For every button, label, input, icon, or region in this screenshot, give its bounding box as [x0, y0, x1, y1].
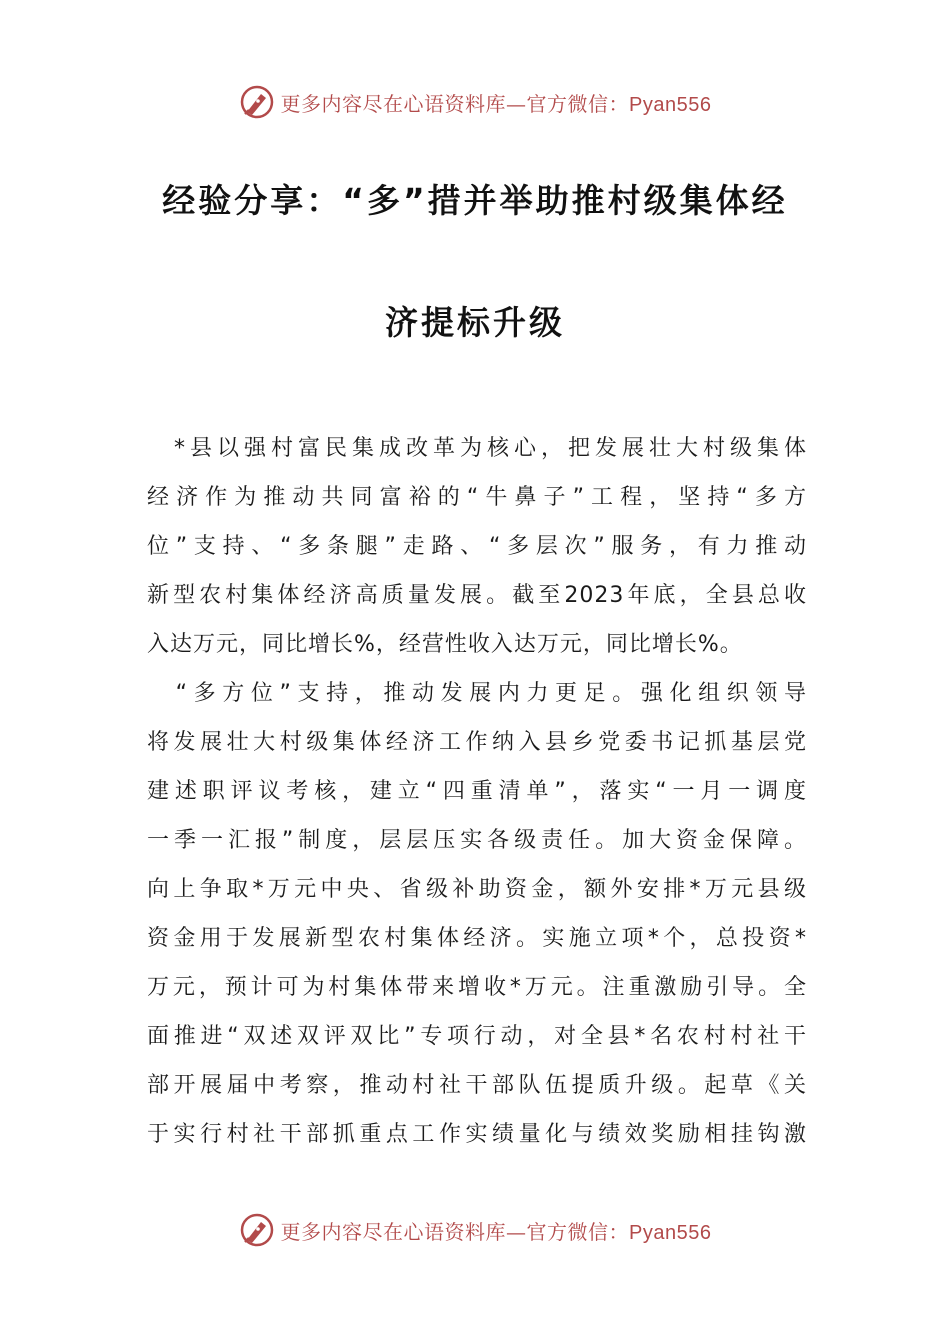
body-line: 将发展壮大村级集体经济工作纳入县乡党委书记抓基层党 [147, 730, 807, 755]
body-line: 资金用于发展新型农村集体经济。实施立项*个，总投资* [147, 926, 807, 951]
body-line: 部开展届中考察，推动村社干部队伍提质升级。起草《关 [147, 1073, 807, 1098]
body-line: 于实行村社干部抓重点工作实绩量化与绩效奖励相挂钩激 [147, 1122, 807, 1147]
body-line: 建述职评议考核，建立“四重清单”，落实“一月一调度 [147, 779, 807, 804]
document-title-line-1: 经验分享：“多”措并举助推村级集体经 [162, 181, 788, 220]
body-line: 万元，预计可为村集体带来增收*万元。注重激励引导。全 [147, 975, 807, 1000]
wechat-id: Pyan556 [629, 93, 712, 116]
pen-nib-logo-icon [239, 1212, 275, 1248]
footer-banner [0, 1208, 950, 1252]
body-line: 向上争取*万元中央、省级补助资金，额外安排*万元县级 [147, 877, 807, 902]
body-line: 面推进“双述双评双比”专项行动，对全县*名农村村社干 [147, 1024, 807, 1049]
banner-slogan: 更多内容尽在心语资料库—官方微信： [280, 91, 630, 116]
wechat-id: Pyan556 [629, 1221, 712, 1244]
body-line: 一季一汇报”制度，层层压实各级责任。加大资金保障。 [147, 828, 807, 853]
body-text [147, 424, 807, 1159]
body-line: *县以强村富民集成改革为核心，把发展壮大村级集体 [147, 436, 807, 461]
body-line: 新型农村集体经济高质量发展。截至2023年底，全县总收 [147, 583, 807, 608]
banner-slogan: 更多内容尽在心语资料库—官方微信： [280, 1219, 630, 1244]
banner-text [281, 88, 712, 117]
body-line: 入达万元，同比增长%，经营性收入达万元，同比增长%。 [147, 632, 743, 657]
body-line: “多方位”支持，推动发展内力更足。强化组织领导 [147, 681, 807, 706]
body-line: 经济作为推动共同富裕的“牛鼻子”工程，坚持“多方 [147, 485, 807, 510]
document-title-line-2: 济提标升级 [385, 303, 565, 342]
header-banner [0, 80, 950, 124]
body-line: 位”支持、“多条腿”走路、“多层次”服务，有力推动 [147, 534, 807, 559]
pen-nib-logo-icon [239, 84, 275, 120]
banner-text [281, 1216, 712, 1245]
